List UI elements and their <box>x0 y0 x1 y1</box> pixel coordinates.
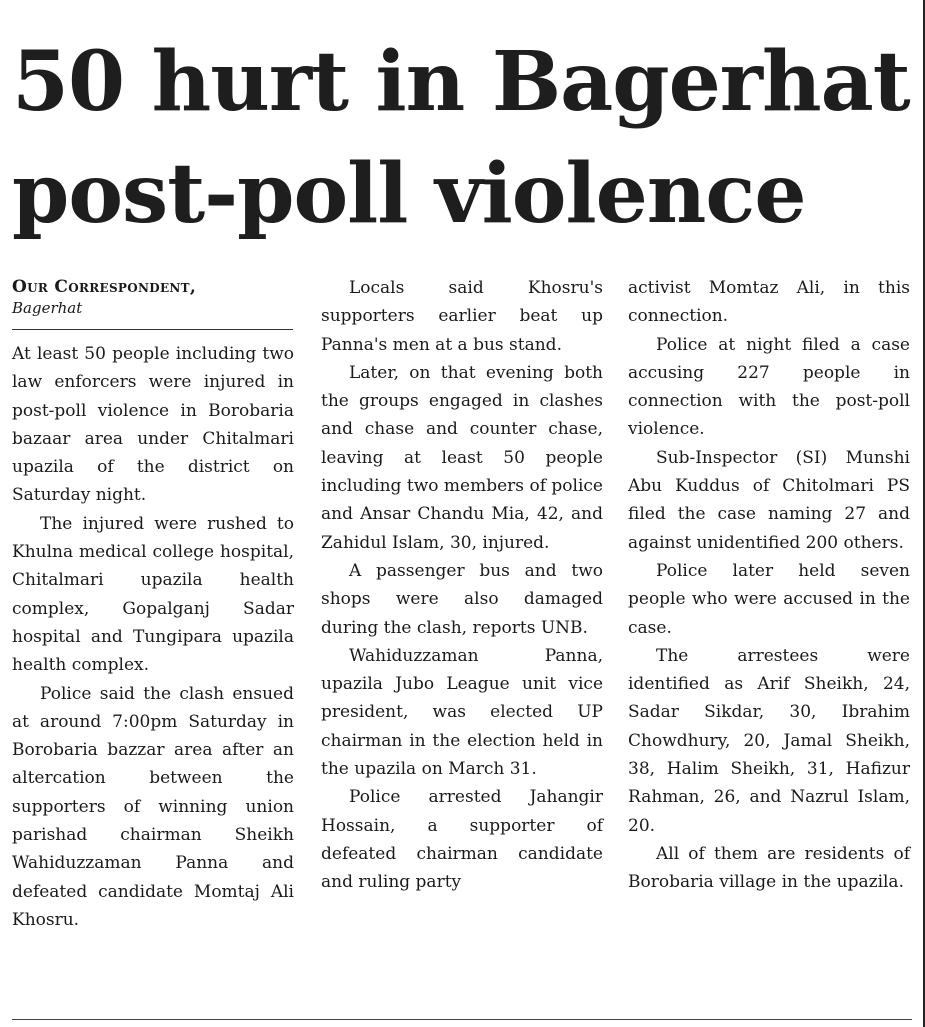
byline-divider <box>12 329 293 330</box>
byline-correspondent: Our Correspondent, <box>12 277 197 297</box>
headline <box>12 26 917 250</box>
paragraph: Later, on that evening both the groups engaged in clashes and chase and counter chase, leaving at least 50 people including two members of police and Ansar Chandu Mia, 42, and Zahidul Islam, 30, injured. <box>321 362 603 553</box>
paragraph: The arrestees were identified as Arif Sheikh, 24, Sadar Sikdar, 30, Ibrahim Chowdhury, 20, Jamal Sheikh, 38, Halim Sheikh, 31, Hafizur Rahman, 26, and Nazrul Islam, 20. <box>628 645 910 836</box>
paragraph: Police later held seven people who were accused in the case. <box>628 560 910 638</box>
paragraph: Wahiduzzaman Panna, upazila Jubo League unit vice president, was elected UP chairman in the election held in the upazila on March 31. <box>321 645 603 780</box>
bottom-divider <box>12 1019 912 1020</box>
article-column-2 <box>321 274 603 897</box>
byline-place: Bagerhat <box>12 299 83 317</box>
paragraph: activist Momtaz Ali, in this connection. <box>628 278 910 327</box>
paragraph: Police at night filed a case accusing 227 people in connection with the post-poll violence. <box>628 334 910 440</box>
article-column-1 <box>12 340 294 934</box>
paragraph: A passenger bus and two shops were also damaged during the clash, reports UNB. <box>321 560 603 638</box>
headline-line-1: 50 hurt in Bagerhat <box>12 34 910 130</box>
byline <box>12 276 302 318</box>
paragraph: Police arrested Jahangir Hossain, a supporter of defeated chairman candidate and ruling party <box>321 787 603 893</box>
article-column-3 <box>628 274 910 897</box>
paragraph: Locals said Khosru's supporters earlier beat up Panna's men at a bus stand. <box>321 278 603 355</box>
paragraph: Police said the clash ensued at around 7:00pm Saturday in Borobaria bazzar area after an altercation between the supporters of winning union parishad chairman Sheikh Wahiduzzaman Panna and defeated candidate Momtaj Ali Khosru. <box>12 683 294 930</box>
paragraph: Sub-Inspector (SI) Munshi Abu Kuddus of Chitolmari PS filed the case naming 27 and against unidentified 200 others. <box>628 447 910 553</box>
paragraph: The injured were rushed to Khulna medical college hospital, Chitalmari upazila health complex, Gopalganj Sadar hospital and Tungipara upazila health complex. <box>12 513 294 676</box>
paragraph: All of them are residents of Borobaria village in the upazila. <box>628 843 910 893</box>
headline-line-2: post-poll violence <box>12 146 806 242</box>
paragraph: At least 50 people including two law enforcers were injured in post-poll violence in Borobaria bazaar area under Chitalmari upazila of the district on Saturday night. <box>12 344 294 506</box>
